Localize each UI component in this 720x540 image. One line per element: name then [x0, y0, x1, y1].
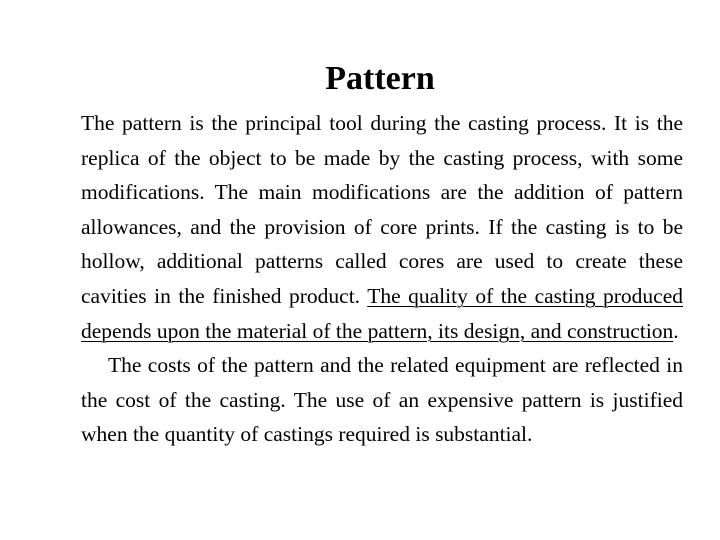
slide-title: Pattern [325, 60, 435, 97]
paragraph-1 [81, 106, 683, 348]
slide-body [81, 106, 683, 452]
underlined-sentence: The quality of the casting produced depends upon the material of the pattern, its design, and construction [81, 283, 683, 343]
paragraph-2: The costs of the pattern and the related equipment are reflected in the cost of the casting. The use of an expensive pattern is justified when the quantity of castings required is substantial. [81, 353, 683, 447]
paragraph-1-end: . [673, 318, 679, 343]
paragraph-1-text: The pattern is the principal tool during the casting process. It is the replica of the object to be made by the casting process, with some modifications. The main modifications are the addition of pattern allowances, and the provision of core prints. If the casting is to be hollow, additional patterns called cores are used to create these cavities in the finished product. [81, 111, 683, 308]
